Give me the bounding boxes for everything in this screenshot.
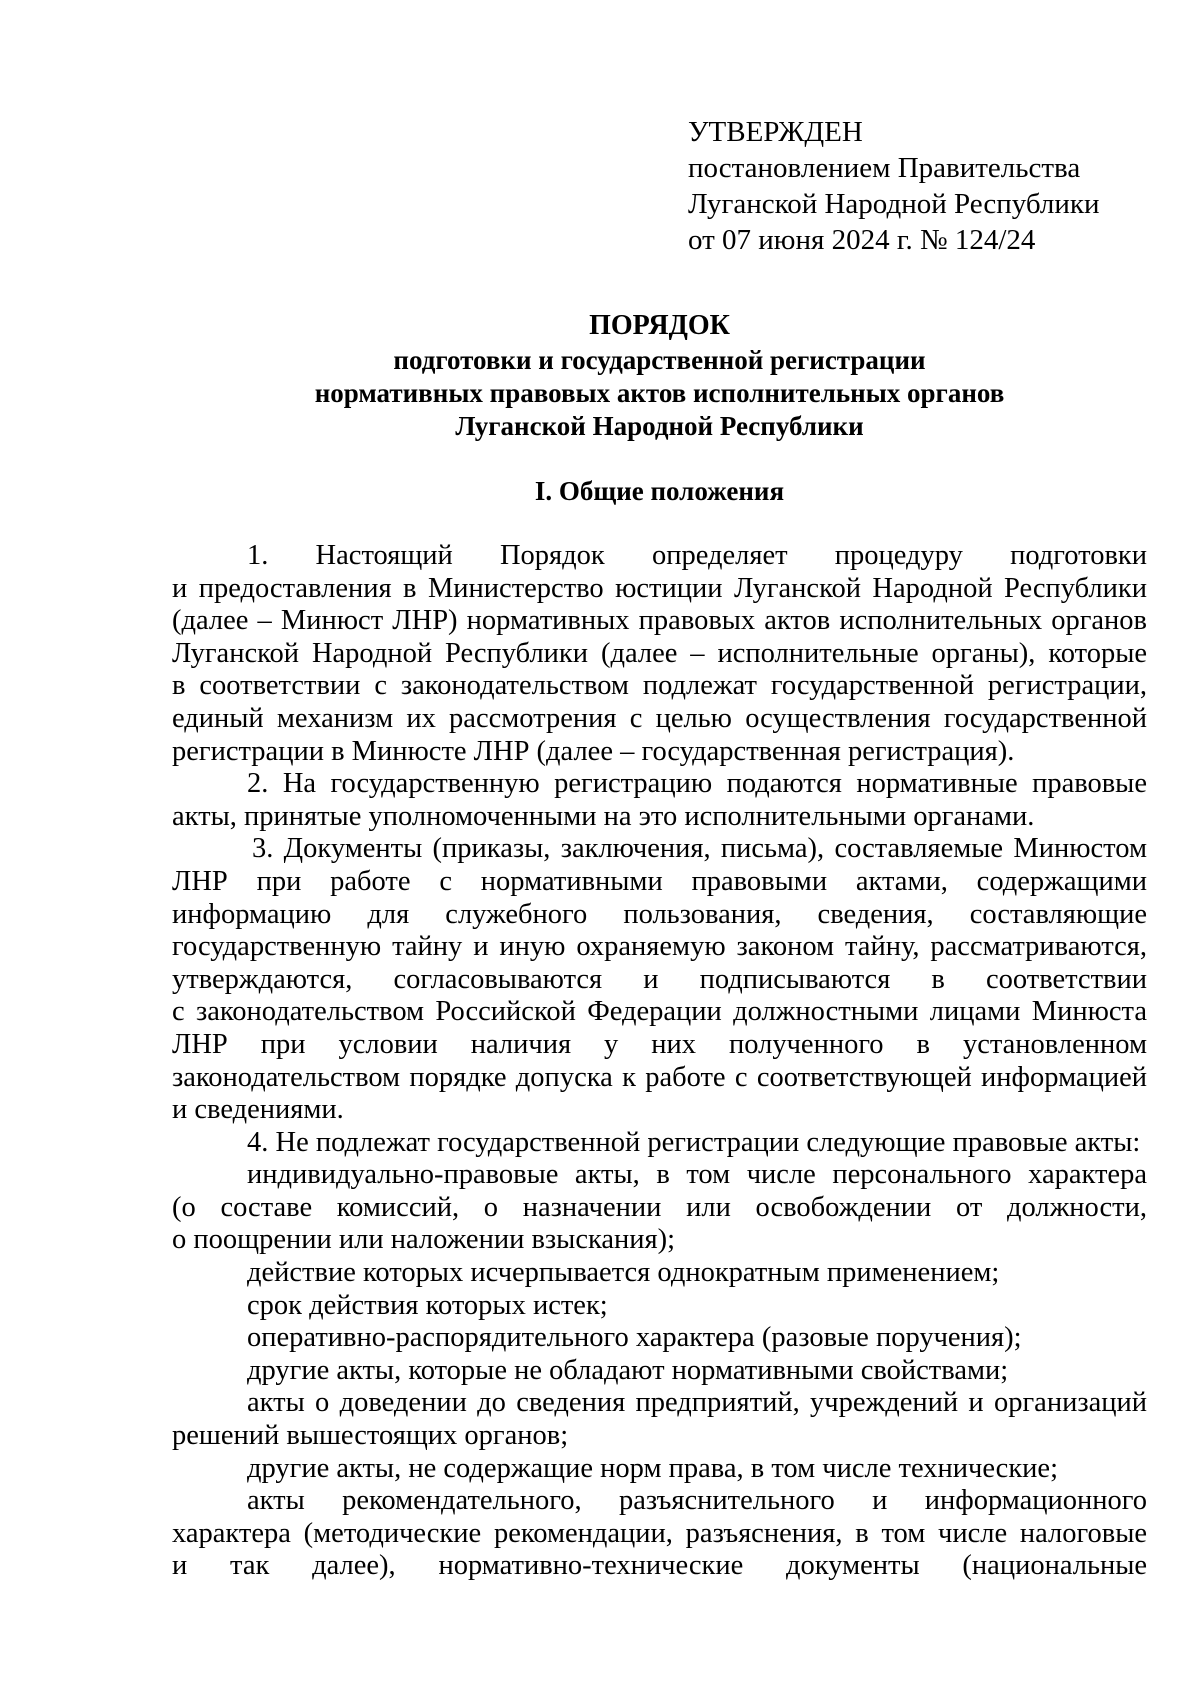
approval-line-date-number: от 07 июня 2024 г. № 124/24 <box>688 224 1036 256</box>
body-text-line: Луганской Народной Республики (далее – исполнительные органы), которые <box>172 637 1147 669</box>
body-text-line: оперативно-распорядительного характера (разовые поручения); <box>247 1322 1022 1354</box>
body-text-line: (о составе комиссий, о назначении или освобождении от должности, <box>172 1191 1147 1223</box>
body-text-line: срок действия которых истек; <box>247 1289 608 1321</box>
body-text-line: акты, принятые уполномоченными на это исполнительными органами. <box>172 800 1035 832</box>
body-text-line: с законодательством Российской Федерации должностными лицами Минюста <box>172 996 1147 1028</box>
document-body <box>172 540 1147 1583</box>
body-text-line: 3. Документы (приказы, заключения, письма), составляемые Минюстом <box>252 833 1147 865</box>
body-text-line: индивидуально-правовые акты, в том числе персонального характера <box>247 1159 1147 1191</box>
body-text-line: 1. Настоящий Порядок определяет процедуру подготовки <box>247 540 1147 571</box>
document-title: ПОРЯДОК <box>589 310 730 341</box>
body-text-line: законодательством порядке допуска к работе с соответствующей информацией <box>172 1061 1147 1093</box>
body-text-line: решений вышестоящих органов; <box>172 1420 569 1452</box>
body-text-line: 4. Не подлежат государственной регистрации следующие правовые акты: <box>247 1126 1141 1158</box>
body-text-line: акты о доведении до сведения предприятий, учреждений и организаций <box>247 1387 1147 1419</box>
body-text-line: (далее – Минюст ЛНР) нормативных правовых актов исполнительных органов <box>172 605 1147 637</box>
body-text-line: акты рекомендательного, разъяснительного и информационного <box>247 1485 1147 1517</box>
body-text-line: информацию для служебного пользования, сведения, составляющие <box>172 898 1147 930</box>
body-text-line: и сведениями. <box>172 1094 344 1126</box>
body-text-line: другие акты, не содержащие норм права, в том числе технические; <box>247 1452 1058 1484</box>
body-text-line: в соответствии с законодательством подлежат государственной регистрации, <box>172 670 1147 702</box>
approval-line-resolution: постановлением Правительства <box>688 152 1081 184</box>
document-subtitle-line-1: подготовки и государственной регистрации <box>393 345 926 375</box>
body-text-line: действие которых исчерпывается однократным применением; <box>247 1257 1000 1289</box>
document-title-block <box>172 309 1147 443</box>
approval-line-republic: Луганской Народной Республики <box>688 188 1100 220</box>
body-text-line: регистрации в Минюсте ЛНР (далее – государственная регистрация). <box>172 735 1015 767</box>
approval-stamp-block <box>688 114 1100 258</box>
body-text-line: о поощрении или наложении взыскания); <box>172 1224 676 1256</box>
body-text-line: государственную тайну и иную охраняемую законом тайну, рассматриваются, <box>172 931 1147 963</box>
body-text-line: другие акты, которые не обладают нормативными свойствами; <box>247 1354 1009 1386</box>
body-text-line: характера (методические рекомендации, разъяснения, в том числе налоговые <box>172 1517 1147 1549</box>
body-text-line: единый механизм их рассмотрения с целью осуществления государственной <box>172 702 1147 734</box>
section-heading: I. Общие положения <box>534 476 785 506</box>
body-text-line: и так далее), нормативно-технические документы (национальные <box>172 1550 1147 1582</box>
approval-title: УТВЕРЖДЕН <box>688 116 863 148</box>
document-subtitle-line-2: нормативных правовых актов исполнительных органов <box>314 378 1005 408</box>
body-text-line: и предоставления в Министерство юстиции Луганской Народной Республики <box>172 572 1147 604</box>
body-text-line: 2. На государственную регистрацию подаются нормативные правовые <box>247 768 1147 800</box>
document-subtitle-line-3: Луганской Народной Республики <box>455 411 864 441</box>
body-text-line: утверждаются, согласовываются и подписываются в соответствии <box>172 963 1147 995</box>
body-text-line: ЛНР при условии наличия у них полученного в установленном <box>172 1028 1147 1060</box>
body-text-line: ЛНР при работе с нормативными правовыми актами, содержащими <box>172 865 1147 897</box>
